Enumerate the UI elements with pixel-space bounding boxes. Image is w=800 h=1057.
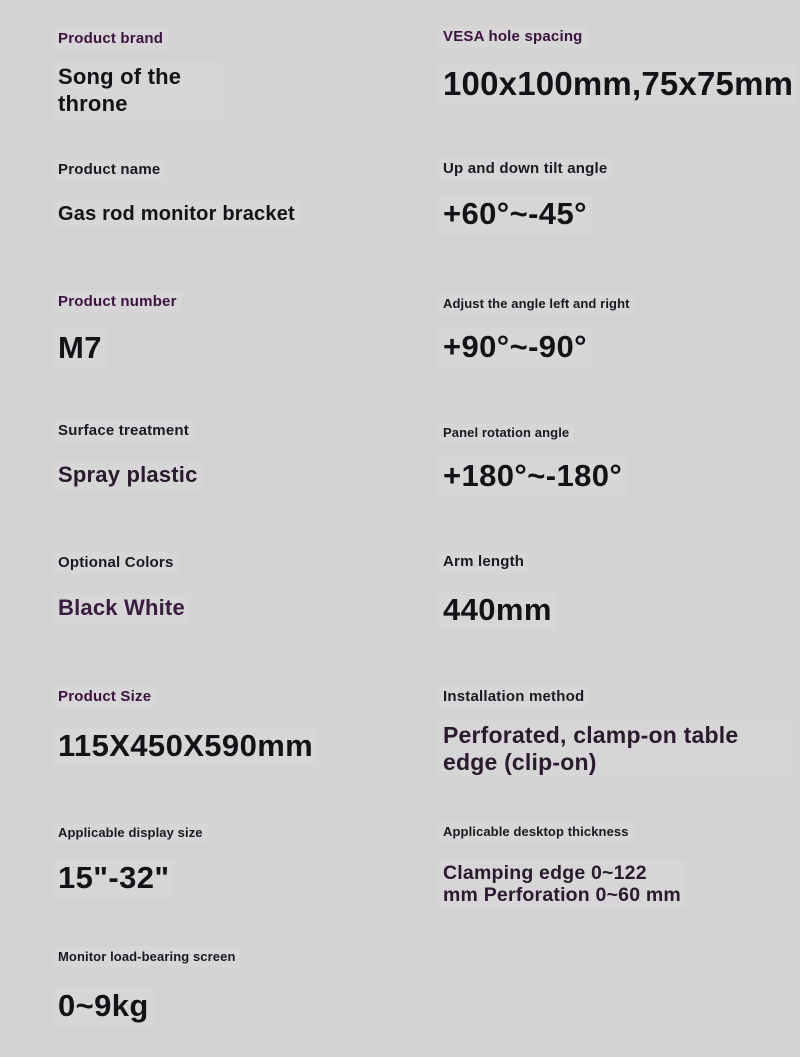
- spec-label-optional-colors: Optional Colors: [53, 552, 179, 574]
- spec-swivel-angle: [443, 295, 630, 313]
- spec-product-number: [58, 293, 177, 311]
- spec-product-size: [58, 688, 151, 706]
- spec-product-number-value: [58, 331, 102, 366]
- spec-vesa: [443, 28, 583, 46]
- spec-swivel-angle-value: [443, 330, 587, 365]
- spec-installation: [443, 688, 584, 706]
- spec-value-swivel-angle: +90°~-90°: [438, 328, 592, 367]
- spec-installation-value: [443, 722, 788, 775]
- spec-vesa-value: [443, 66, 793, 103]
- spec-tilt-angle: [443, 160, 607, 178]
- spec-arm-length: [443, 553, 524, 571]
- spec-display-size: [58, 824, 203, 842]
- spec-value-arm-length: 440mm: [438, 591, 557, 630]
- spec-label-tilt-angle: Up and down tilt angle: [438, 158, 612, 180]
- spec-value-product-name: Gas rod monitor bracket: [53, 201, 300, 227]
- spec-label-product-name: Product name: [53, 159, 165, 181]
- spec-label-vesa: VESA hole spacing: [438, 26, 588, 48]
- spec-value-tilt-angle: +60°~-45°: [438, 195, 592, 234]
- spec-value-desktop-thickness: Clamping edge 0~122 mm Perforation 0~60 mm: [438, 860, 686, 908]
- spec-label-display-size: Applicable display size: [53, 823, 208, 843]
- spec-value-product-number: M7: [53, 329, 107, 368]
- spec-surface-treatment-value: [58, 463, 198, 488]
- spec-product-name-value: [58, 203, 295, 225]
- spec-load-bearing: [58, 948, 236, 966]
- spec-value-rotation-angle: +180°~-180°: [438, 457, 627, 496]
- spec-rotation-angle-value: [443, 459, 622, 494]
- spec-value-display-size: 15"-32": [53, 859, 174, 898]
- spec-arm-length-value: [443, 593, 552, 628]
- spec-value-vesa: 100x100mm,75x75mm: [438, 64, 798, 105]
- spec-product-brand: [58, 30, 163, 48]
- spec-label-arm-length: Arm length: [438, 551, 529, 573]
- spec-label-desktop-thickness: Applicable desktop thickness: [438, 822, 634, 842]
- spec-optional-colors-value: [58, 596, 185, 621]
- spec-product-size-value: [58, 729, 313, 764]
- spec-label-swivel-angle: Adjust the angle left and right: [438, 294, 635, 314]
- spec-load-bearing-value: [58, 989, 149, 1024]
- spec-value-product-size: 115X450X590mm: [53, 727, 318, 766]
- spec-label-installation: Installation method: [438, 686, 589, 708]
- spec-tilt-angle-value: [443, 197, 587, 232]
- spec-value-product-brand: Song of the throne: [53, 62, 223, 120]
- spec-label-product-number: Product number: [53, 291, 182, 313]
- spec-surface-treatment: [58, 422, 189, 440]
- spec-label-load-bearing: Monitor load-bearing screen: [53, 947, 241, 967]
- spec-label-product-brand: Product brand: [53, 28, 168, 50]
- spec-desktop-thickness: [443, 823, 629, 841]
- spec-product-name: [58, 161, 160, 179]
- spec-label-surface-treatment: Surface treatment: [53, 420, 194, 442]
- spec-display-size-value: [58, 861, 169, 896]
- spec-value-optional-colors: Black White: [53, 594, 190, 623]
- spec-rotation-angle: [443, 424, 569, 442]
- spec-optional-colors: [58, 554, 174, 572]
- spec-value-installation: Perforated, clamp-on table edge (clip-on): [438, 720, 793, 777]
- spec-value-surface-treatment: Spray plastic: [53, 461, 203, 490]
- spec-value-load-bearing: 0~9kg: [53, 987, 154, 1026]
- spec-desktop-thickness-value: [443, 862, 681, 906]
- spec-label-product-size: Product Size: [53, 686, 156, 708]
- spec-product-brand-value: [58, 64, 218, 118]
- spec-label-rotation-angle: Panel rotation angle: [438, 423, 574, 443]
